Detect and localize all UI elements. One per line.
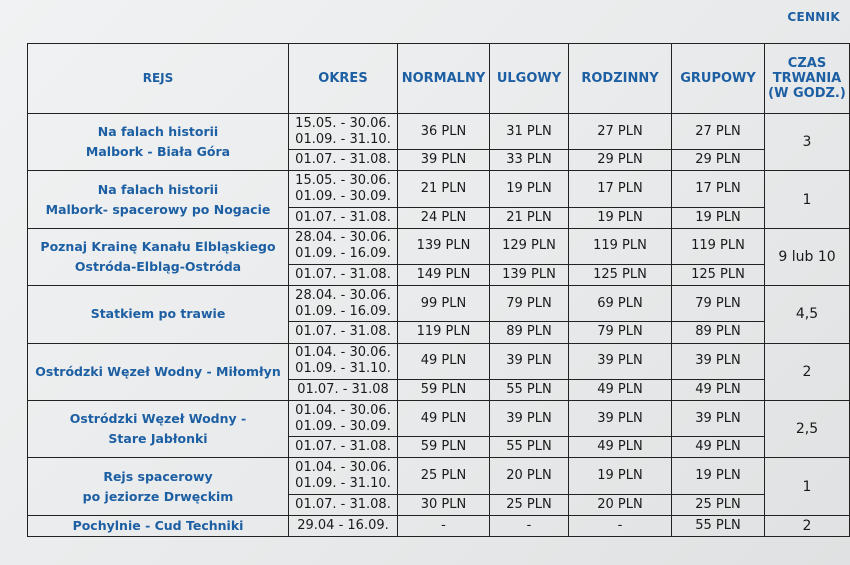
price-normalny: 30 PLN <box>398 494 490 515</box>
period-line1: 15.05. - 30.06. <box>295 173 391 189</box>
price-grupowy: 39 PLN <box>672 400 765 436</box>
price-rodzinny: 27 PLN <box>569 114 672 150</box>
table-row <box>28 228 850 264</box>
price-ulgowy: 89 PLN <box>490 322 569 343</box>
price-normalny: 59 PLN <box>398 379 490 400</box>
period-cell <box>289 286 398 322</box>
period-cell <box>289 515 398 536</box>
price-ulgowy: 139 PLN <box>490 265 569 286</box>
cruise-name-line1: Na falach historii <box>97 181 219 197</box>
period-line2: 01.09. - 16.09. <box>295 303 391 319</box>
price-normalny: 49 PLN <box>398 343 490 379</box>
price-grupowy: 25 PLN <box>672 494 765 515</box>
period-line1: 01.04. - 30.06. <box>295 402 391 418</box>
period-line2: 01.09. - 16.09. <box>295 246 391 262</box>
header-czas-line2: TRWANIA <box>772 71 842 86</box>
period-cell <box>289 265 398 286</box>
price-normalny: 59 PLN <box>398 437 490 458</box>
period-cell <box>289 343 398 379</box>
header-normalny: NORMALNY <box>398 44 490 114</box>
period-cell <box>289 494 398 515</box>
period-cell <box>289 437 398 458</box>
period-cell <box>289 458 398 494</box>
price-rodzinny: 17 PLN <box>569 171 672 207</box>
table-row <box>28 114 850 150</box>
price-ulgowy: - <box>490 515 569 536</box>
price-grupowy: 19 PLN <box>672 207 765 228</box>
period-cell <box>289 228 398 264</box>
period-line2: 01.09. - 30.09. <box>295 418 391 434</box>
price-grupowy: 79 PLN <box>672 286 765 322</box>
table-row <box>28 458 850 494</box>
duration-cell: 1 <box>765 458 850 515</box>
duration-cell: 2 <box>765 515 850 536</box>
period-cell <box>289 150 398 171</box>
price-table <box>27 43 850 537</box>
price-grupowy: 125 PLN <box>672 265 765 286</box>
header-row <box>28 44 850 114</box>
cruise-name <box>28 343 289 400</box>
cruise-name <box>28 114 289 171</box>
period-cell <box>289 207 398 228</box>
price-ulgowy: 55 PLN <box>490 379 569 400</box>
period-cell <box>289 322 398 343</box>
price-normalny: 25 PLN <box>398 458 490 494</box>
price-table-body <box>28 114 850 537</box>
header-czas-trwania <box>765 44 850 114</box>
cruise-name-line2: Malbork - Biała Góra <box>85 144 231 160</box>
period-line1: 29.04 - 16.09. <box>297 517 389 533</box>
price-rodzinny: 39 PLN <box>569 400 672 436</box>
price-rodzinny: 19 PLN <box>569 207 672 228</box>
price-ulgowy: 31 PLN <box>490 114 569 150</box>
period-line1: 01.04. - 30.06. <box>295 459 391 475</box>
price-rodzinny: 20 PLN <box>569 494 672 515</box>
price-normalny: 49 PLN <box>398 400 490 436</box>
price-rodzinny: 119 PLN <box>569 228 672 264</box>
period-line1: 28.04. - 30.06. <box>295 287 391 303</box>
table-row <box>28 171 850 207</box>
price-grupowy: 49 PLN <box>672 437 765 458</box>
period-cell <box>289 171 398 207</box>
price-ulgowy: 129 PLN <box>490 228 569 264</box>
price-grupowy: 29 PLN <box>672 150 765 171</box>
table-row <box>28 343 850 379</box>
price-normalny: 24 PLN <box>398 207 490 228</box>
price-ulgowy: 79 PLN <box>490 286 569 322</box>
price-grupowy: 19 PLN <box>672 458 765 494</box>
cruise-name <box>28 171 289 228</box>
cruise-name <box>28 458 289 515</box>
price-list-label: CENNIK <box>787 10 840 24</box>
price-normalny: 21 PLN <box>398 171 490 207</box>
cruise-name-line1: Ostródzki Węzeł Wodny - Miłomłyn <box>35 363 281 379</box>
period-cell <box>289 400 398 436</box>
cruise-name-line1: Na falach historii <box>97 124 219 140</box>
price-normalny: 139 PLN <box>398 228 490 264</box>
header-okres: OKRES <box>289 44 398 114</box>
price-normalny: 119 PLN <box>398 322 490 343</box>
cruise-name-line1: Ostródzki Węzeł Wodny - <box>69 411 247 427</box>
cruise-name-line1: Rejs spacerowy <box>103 468 213 484</box>
period-line1: 01.07. - 31.08 <box>297 381 389 397</box>
cruise-name-line2: Ostróda-Elbląg-Ostróda <box>74 258 242 274</box>
cruise-name <box>28 400 289 457</box>
period-line2: 01.09. - 31.10. <box>295 361 391 377</box>
header-rejs: REJS <box>28 44 289 114</box>
price-grupowy: 17 PLN <box>672 171 765 207</box>
price-normalny: 149 PLN <box>398 265 490 286</box>
cruise-name <box>28 515 289 536</box>
duration-cell: 2 <box>765 343 850 400</box>
period-line1: 01.07. - 31.08. <box>295 439 391 455</box>
header-grupowy: GRUPOWY <box>672 44 765 114</box>
period-cell <box>289 379 398 400</box>
header-czas-line3: (W GODZ.) <box>768 86 846 101</box>
header-ulgowy: ULGOWY <box>490 44 569 114</box>
period-line1: 15.05. - 30.06. <box>295 115 391 131</box>
cruise-name-line1: Statkiem po trawie <box>90 306 226 322</box>
price-ulgowy: 19 PLN <box>490 171 569 207</box>
cruise-name <box>28 228 289 285</box>
cruise-name-line2: Stare Jabłonki <box>108 431 208 447</box>
price-ulgowy: 33 PLN <box>490 150 569 171</box>
cruise-name <box>28 286 289 343</box>
period-line1: 01.07. - 31.08. <box>295 496 391 512</box>
price-ulgowy: 39 PLN <box>490 343 569 379</box>
header-czas-line1: CZAS <box>787 56 827 71</box>
header-rodzinny: RODZINNY <box>569 44 672 114</box>
period-line1: 28.04. - 30.06. <box>295 230 391 246</box>
price-rodzinny: 39 PLN <box>569 343 672 379</box>
price-normalny: - <box>398 515 490 536</box>
price-rodzinny: - <box>569 515 672 536</box>
price-normalny: 36 PLN <box>398 114 490 150</box>
price-normalny: 39 PLN <box>398 150 490 171</box>
period-line2: 01.09. - 30.09. <box>295 189 391 205</box>
period-line2: 01.09. - 31.10. <box>295 475 391 491</box>
price-ulgowy: 21 PLN <box>490 207 569 228</box>
period-line1: 01.07. - 31.08. <box>295 324 391 340</box>
price-grupowy: 49 PLN <box>672 379 765 400</box>
price-rodzinny: 19 PLN <box>569 458 672 494</box>
price-rodzinny: 125 PLN <box>569 265 672 286</box>
cruise-name-line1: Poznaj Krainę Kanału Elbląskiego <box>40 238 276 254</box>
price-ulgowy: 55 PLN <box>490 437 569 458</box>
price-normalny: 99 PLN <box>398 286 490 322</box>
price-ulgowy: 39 PLN <box>490 400 569 436</box>
table-row <box>28 515 850 536</box>
price-grupowy: 89 PLN <box>672 322 765 343</box>
cruise-name-line1: Pochylnie - Cud Techniki <box>72 517 244 533</box>
price-grupowy: 55 PLN <box>672 515 765 536</box>
price-grupowy: 27 PLN <box>672 114 765 150</box>
price-grupowy: 39 PLN <box>672 343 765 379</box>
price-rodzinny: 69 PLN <box>569 286 672 322</box>
duration-cell: 4,5 <box>765 286 850 343</box>
duration-cell: 2,5 <box>765 400 850 457</box>
price-ulgowy: 20 PLN <box>490 458 569 494</box>
price-rodzinny: 49 PLN <box>569 437 672 458</box>
period-line2: 01.09. - 31.10. <box>295 131 391 147</box>
price-rodzinny: 79 PLN <box>569 322 672 343</box>
period-line1: 01.07. - 31.08. <box>295 209 391 225</box>
duration-cell: 3 <box>765 114 850 171</box>
cruise-name-line2: Malbork- spacerowy po Nogacie <box>45 201 271 217</box>
price-ulgowy: 25 PLN <box>490 494 569 515</box>
period-line1: 01.04. - 30.06. <box>295 345 391 361</box>
table-row <box>28 400 850 436</box>
price-rodzinny: 29 PLN <box>569 150 672 171</box>
period-line1: 01.07. - 31.08. <box>295 267 391 283</box>
price-rodzinny: 49 PLN <box>569 379 672 400</box>
duration-cell: 1 <box>765 171 850 228</box>
table-row <box>28 286 850 322</box>
period-cell <box>289 114 398 150</box>
cruise-name-line2: po jeziorze Drwęckim <box>82 488 234 504</box>
price-grupowy: 119 PLN <box>672 228 765 264</box>
duration-cell: 9 lub 10 <box>765 228 850 285</box>
period-line1: 01.07. - 31.08. <box>295 152 391 168</box>
